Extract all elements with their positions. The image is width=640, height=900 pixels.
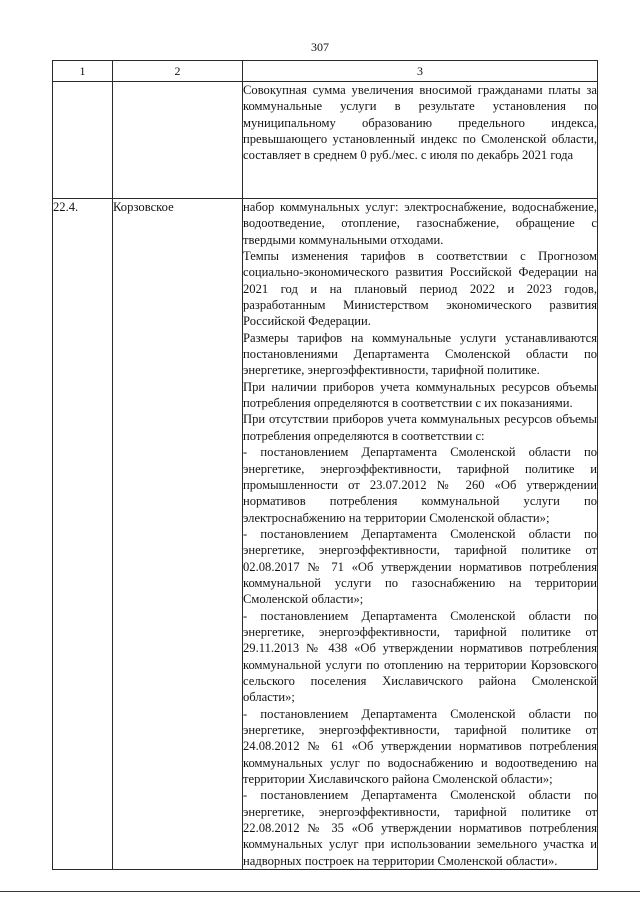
tariff-table (52, 60, 598, 870)
text-paragraph: - постановлением Департамента Смоленской области по энергетике, энергоэффективности, тарифной политике от 02.08.2017 № 71 «Об утверждении нормативов потребления коммунальной услуги по газоснабжению на территории Смоленской области»; (243, 526, 597, 607)
table-header-row (53, 61, 598, 82)
column-header-1: 1 (53, 61, 113, 82)
column-header-3: 3 (243, 61, 598, 82)
text-paragraph: - постановлением Департамента Смоленской области по энергетике, энергоэффективности, тарифной политике от 29.11.2013 № 438 «Об утверждении нормативов потребления коммунальной услуги по отоплению на территории Корзовского сельского поселения Хиславичского района Смоленской области»; (243, 608, 597, 705)
table-row (53, 82, 598, 199)
page-bottom-divider (0, 891, 640, 892)
text-paragraph: При наличии приборов учета коммунальных ресурсов объемы потребления определяются в соответствии с их показаниями. (243, 379, 597, 411)
text-paragraph: Темпы изменения тарифов в соответствии с Прогнозом социально-экономического развития Российской Федерации на 2021 год и на плановый период 2022 и 2023 годов, разработанным Министерством экономического развития Российской Федерации. (243, 249, 597, 329)
row-name-cell (113, 82, 243, 199)
text-paragraph: При отсутствии приборов учета коммунальных ресурсов объемы потребления определяются в соответствии с: (243, 412, 597, 443)
text-paragraph: Совокупная сумма увеличения вносимой гражданами платы за коммунальные услуги в результате установления по муниципальному образованию предельного индекса, превышающего установленный индекс по Смоленской области, составляет в среднем 0 руб./мес. с июля по декабрь 2021 года (243, 83, 597, 163)
row-number-cell (53, 82, 113, 199)
text-paragraph: - постановлением Департамента Смоленской области по энергетике, энергоэффективности, тарифной политике и промышленности от 23.07.2012 № 260 «Об утверждении нормативов потребления коммунальной услуги по электроснабжению на территории Смоленской области»; (243, 445, 597, 525)
column-header-2: 2 (113, 61, 243, 82)
row-text-cell (243, 199, 598, 870)
row-name-cell: Корзовское (113, 199, 243, 870)
page-number: 307 (311, 40, 329, 54)
row-text-cell (243, 82, 598, 199)
table-row (53, 199, 598, 870)
text-paragraph: Размеры тарифов на коммунальные услуги устанавливаются постановлениями Департамента Смоленской области по энергетике, энергоэффективности, тарифной политике. (243, 330, 597, 378)
row-number-cell: 22.4. (53, 199, 113, 870)
text-paragraph: набор коммунальных услуг: электроснабжение, водоснабжение, водоотведение, отопление, газоснабжение, обращение с твердыми коммунальными отходами. (243, 200, 597, 247)
text-paragraph: - постановлением Департамента Смоленской области по энергетике, энергоэффективности, тарифной политике от 22.08.2012 № 35 «Об утверждении нормативов потребления коммунальных услуг при использовании земельного участка и надворных построек на территории Смоленской области». (243, 788, 597, 868)
text-paragraph: - постановлением Департамента Смоленской области по энергетике, энергоэффективности, тарифной политике от 24.08.2012 № 61 «Об утверждении нормативов потребления коммунальных услуг по водоснабжению и водоотведению на территории Хиславичского района Смоленской области»; (243, 706, 597, 787)
